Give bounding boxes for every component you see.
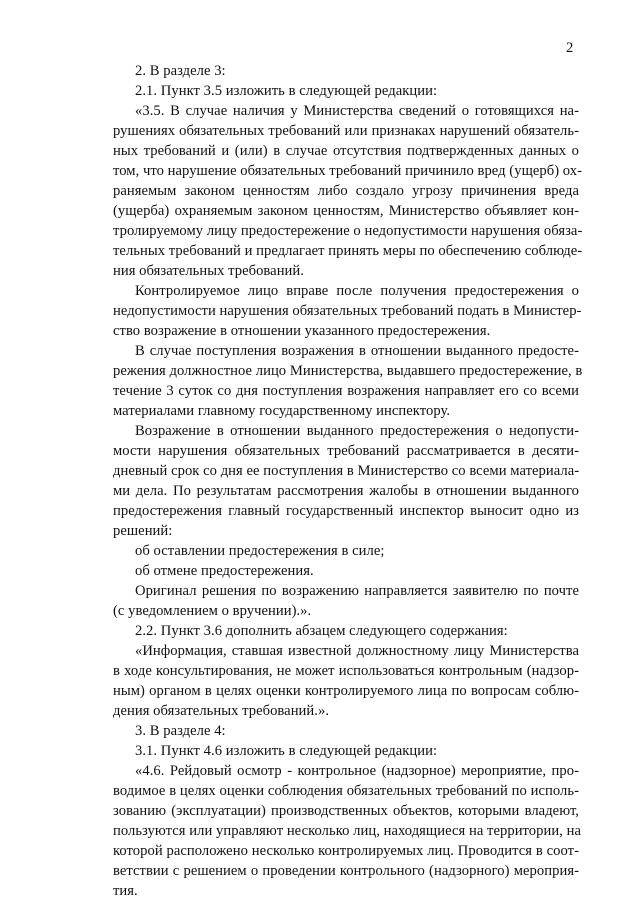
text-line: «3.5. В случае наличия у Министерства сведений о готовящихся на- bbox=[135, 103, 579, 119]
text-line: предостережения главный государственный инспектор выносит одно из bbox=[113, 503, 579, 519]
text-line: зованию (эксплуатации) производственных объектов, которыми владеют, bbox=[113, 803, 579, 819]
text-line: Возражение в отношении выданного предостережения о недопусти- bbox=[135, 423, 579, 439]
text-line: ветствии с решением о проведении контрольного (надзорного) мероприя- bbox=[113, 863, 579, 879]
text-line: пользуются или управляют несколько лиц, находящиеся на территории, на bbox=[113, 823, 581, 839]
text-line: 2. В разделе 3: bbox=[135, 63, 226, 79]
text-line: материалами главному государственному инспектору. bbox=[113, 403, 451, 419]
text-line: дения обязательных требований.». bbox=[113, 703, 330, 719]
text-line: тролируемому лицу предостережение о недопустимости нарушения обяза- bbox=[113, 223, 583, 239]
text-line: 2.2. Пункт 3.6 дополнить абзацем следующего содержания: bbox=[135, 623, 508, 639]
text-line: ство возражение в отношении указанного предостережения. bbox=[113, 323, 491, 339]
text-line: водимое в целях оценки соблюдения обязательных требований по исполь- bbox=[113, 783, 579, 799]
text-line: об оставлении предостережения в силе; bbox=[135, 543, 385, 559]
text-line: Контролируемое лицо вправе после получения предостережения о bbox=[135, 283, 579, 299]
text-line: «Информация, ставшая известной должностному лицу Министерства bbox=[135, 643, 579, 659]
text-line: ных требований и (или) в случае отсутствия подтвержденных данных о bbox=[113, 143, 579, 159]
text-line: 2.1. Пункт 3.5 изложить в следующей редакции: bbox=[135, 83, 438, 99]
text-line: (ущерба) охраняемым законом ценностям, Министерство объявляет кон- bbox=[113, 203, 579, 219]
text-line: которой расположено несколько контролируемых лиц. Проводится в соот- bbox=[113, 843, 579, 859]
text-line: недопустимости нарушения обязательных требований подать в Министер- bbox=[113, 303, 582, 319]
text-line: 3.1. Пункт 4.6 изложить в следующей редакции: bbox=[135, 743, 438, 759]
text-line: «4.6. Рейдовый осмотр - контрольное (надзорное) мероприятие, про- bbox=[135, 763, 579, 779]
text-line: решений: bbox=[113, 523, 173, 539]
text-line: Оригинал решения по возражению направляется заявителю по почте bbox=[135, 583, 579, 599]
text-line: об отмене предостережения. bbox=[135, 563, 314, 579]
text-line: тия. bbox=[113, 883, 138, 899]
text-line: в ходе консультирования, не может использоваться контрольным (надзор- bbox=[113, 663, 579, 679]
text-line: В случае поступления возражения в отношении выданного предосте- bbox=[135, 343, 579, 359]
text-line: (с уведомлением о вручении).». bbox=[113, 603, 312, 619]
text-line: 3. В разделе 4: bbox=[135, 723, 226, 739]
text-line: ми дела. По результатам рассмотрения жалобы в отношении выданного bbox=[113, 483, 579, 499]
text-line: мости нарушения обязательных требований рассматривается в десяти- bbox=[113, 443, 579, 459]
text-line: том, что нарушение обязательных требований причинило вред (ущерб) ох- bbox=[113, 163, 583, 179]
page-number: 2 bbox=[566, 40, 574, 56]
text-line: режения должностное лицо Министерства, выдавшего предостережение, в bbox=[113, 363, 583, 379]
text-line: тельных требований и предлагает принять меры по обеспечению соблюде- bbox=[113, 243, 583, 259]
text-line: раняемым законом ценностям либо создало угрозу причинения вреда bbox=[113, 183, 579, 199]
text-line: рушениях обязательных требований или признаках нарушений обязатель- bbox=[113, 123, 579, 139]
text-line: течение 3 суток со дня поступления возражения направляет его со всеми bbox=[113, 383, 579, 399]
text-line: ным) органом в целях оценки контролируемого лица по вопросам соблю- bbox=[113, 683, 579, 699]
text-line: ния обязательных требований. bbox=[113, 263, 304, 279]
text-line: дневный срок со дня ее поступления в Министерство со всеми материала- bbox=[113, 463, 580, 479]
